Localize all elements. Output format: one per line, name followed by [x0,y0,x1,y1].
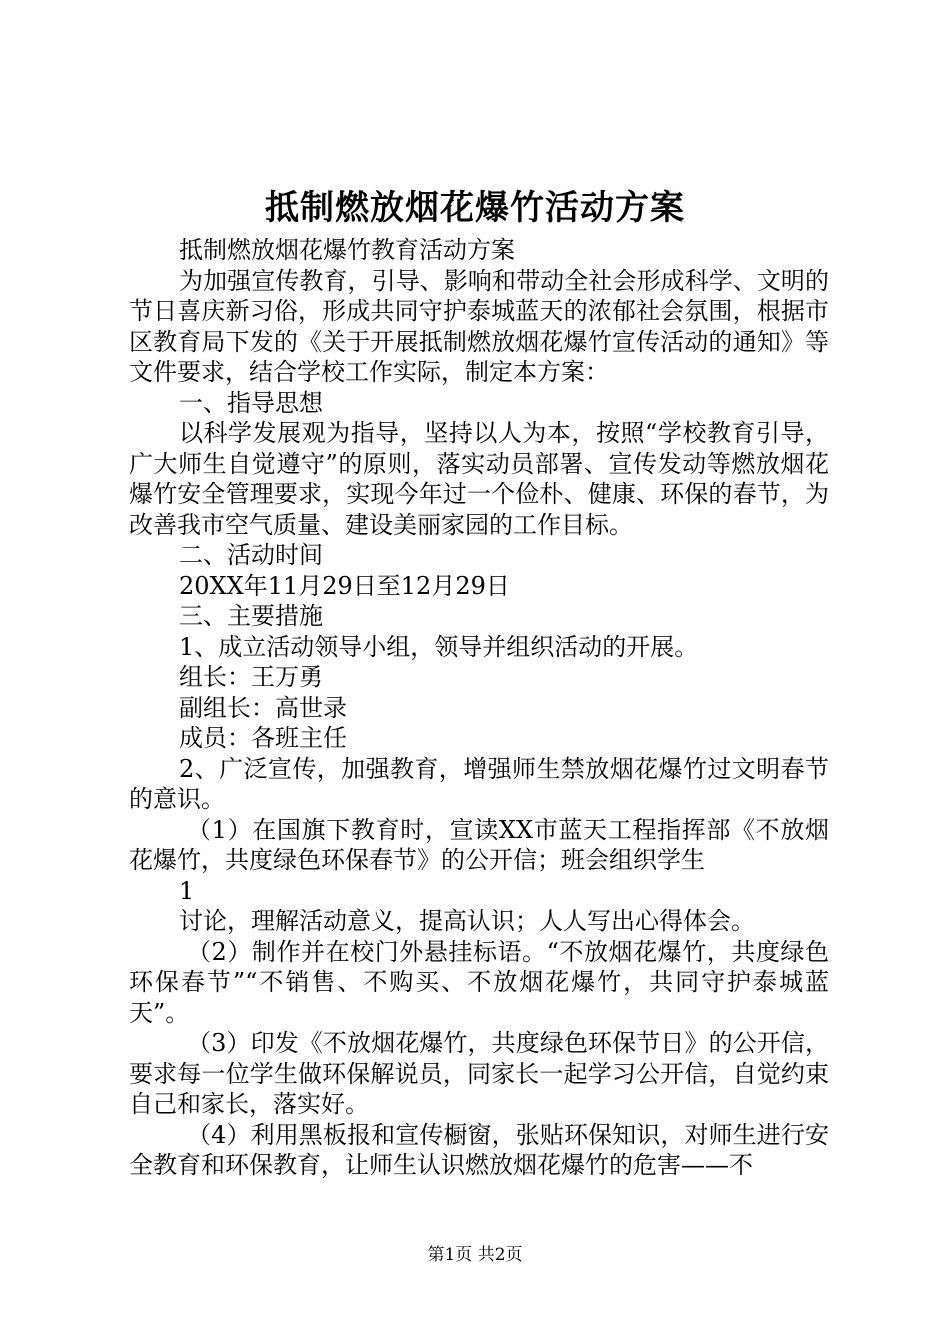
measure-1: 1、成立活动领导小组，领导并组织活动的开展。 [179,632,699,661]
group-leader: 组长：王万勇 [179,663,323,691]
deputy-leader: 副组长：高世录 [179,693,347,722]
document-title: 抵制燃放烟花爆竹活动方案 [265,188,685,228]
measure-2-item-3: （3）印发《不放烟花爆竹，共度绿色环保节日》的公开信，要求每一位学生做环保解说员，同家长一起学习公开信，自觉约束自己和家长，落实好。 [129,1029,829,1118]
measure-2-item-4: （4）利用黑板报和宣传橱窗，张贴环保知识，对师生进行安全教育和环保教育，让师生认识燃放烟花爆竹的危害——不 [129,1120,829,1179]
measure-2: 2、广泛宣传，加强教育，增强师生禁放烟花爆竹过文明春节的意识。 [129,754,829,813]
guiding-paragraph: 以科学发展观为指导，坚持以人为本，按照“学校教育引导，广大师生自觉遵守”的原则，落实动员部署、宣传发动等燃放烟花爆竹安全管理要求，实现今年过一个俭朴、健康、环保的春节，为改善我市空气质量、建设美丽家园的工作目标。 [129,419,829,539]
section-heading-time: 二、活动时间 [179,541,323,569]
members: 成员：各班主任 [179,724,347,752]
section-heading-guiding: 一、指导思想 [179,388,323,417]
inline-page-number: 1 [179,876,195,905]
document-body [129,235,829,1181]
measure-2-item-2: （2）制作并在校门外悬挂标语。“不放烟花爆竹，共度绿色环保春节”“不销售、不购买、不放烟花爆竹，共同守护泰城蓝天”。 [129,937,829,1027]
page-footer: 第1页 共2页 [427,1245,523,1265]
measure-2-item-1-continued: 讨论，理解活动意义，提高认识；人人写出心得体会。 [179,907,755,935]
intro-paragraph: 为加强宣传教育，引导、影响和带动全社会形成科学、文明的节日喜庆新习俗，形成共同守护泰城蓝天的浓郁社会氛围，根据市区教育局下发的《关于开展抵制燃放烟花爆竹宣传活动的通知》等文件要求，结合学校工作实际，制定本方案： [129,266,829,386]
subtitle-paragraph: 抵制燃放烟花爆竹教育活动方案 [179,236,515,264]
activity-date: 20XX年11月29日至12月29日 [179,571,510,600]
section-heading-measures: 三、主要措施 [179,602,323,630]
measure-2-item-1: （1）在国旗下教育时，宣读XX市蓝天工程指挥部《不放烟花爆竹，共度绿色环保春节》的公开信；班会组织学生 [129,815,829,874]
